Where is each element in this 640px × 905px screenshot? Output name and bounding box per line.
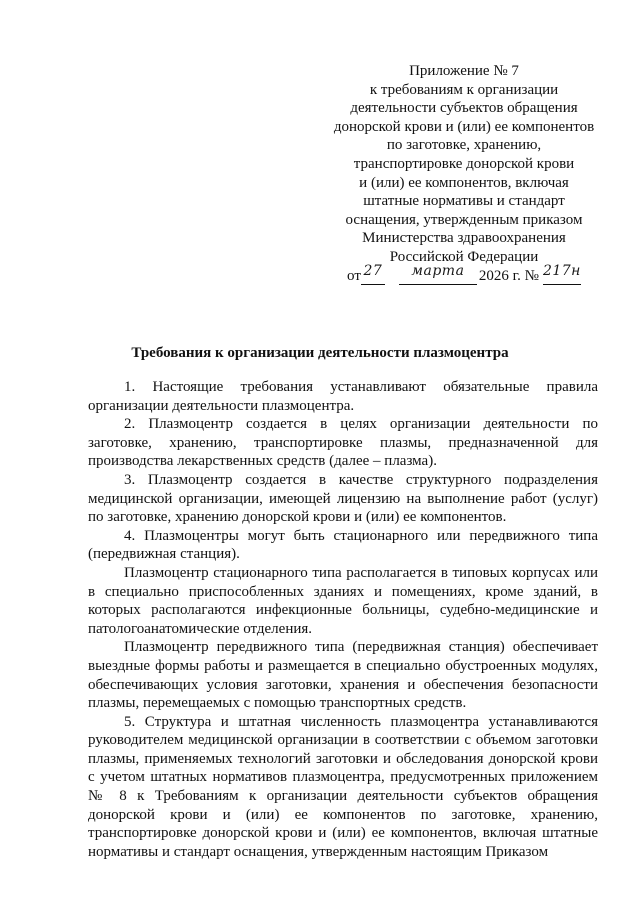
paragraph: 5. Структура и штатная численность плазмоцентра устанавливаются руководителем медицинской организации в соответствии с объемом заготовки плазмы, применяемых технологий заготовки и обследования донорской крови с учетом штатных нормативов плазмоцентра, предусмотренных приложением № 8 к Требованиям к организации деятельности субъектов обращения донорской крови и (или) ее компонентов по заготовке, хранению, транспортировке донорской крови и (или) ее компонентов, включая штатные нормативы и стандарт оснащения, утвержденным настоящим Приказом <box>88 713 598 860</box>
order-date-line <box>318 262 610 286</box>
date-prefix: от <box>347 267 361 284</box>
appendix-line: по заготовке, хранению, <box>386 137 542 154</box>
document-body <box>88 378 598 861</box>
document-title: Требования к организации деятельности плазмоцентра <box>131 345 509 361</box>
paragraph: 4. Плазмоцентры могут быть стационарного или передвижного типа (передвижная станция). <box>88 527 598 563</box>
appendix-line: Приложение № 7 <box>409 63 519 79</box>
paragraph: 3. Плазмоцентр создается в качестве структурного подразделения медицинской организации, имеющей лицензию на выполнение работ (услуг) по заготовке, хранению донорской крови и (или) ее компонентов. <box>88 471 598 526</box>
appendix-line: штатные нормативы и стандарт <box>363 193 565 210</box>
handwritten-order-number: 217н <box>543 268 581 285</box>
appendix-line: к требованиям к организации <box>369 81 559 98</box>
appendix-line: оснащения, утвержденным приказом <box>345 211 583 228</box>
appendix-line: Министерства здравоохранения <box>362 230 566 247</box>
appendix-line: Российской Федерации <box>389 248 539 265</box>
paragraph: Плазмоцентр стационарного типа располагается в типовых корпусах или в специально приспособленных зданиях и помещениях, кроме зданий, в которых располагаются инфекционные больницы, судебно-медицинские и патологоанатомические отделения. <box>88 564 598 637</box>
paragraph: 2. Плазмоцентр создается в целях организации деятельности по заготовке, хранению, транспортировке плазмы, предназначенной для производства лекарственных средств (далее – плазма). <box>88 416 598 470</box>
appendix-line: и (или) ее компонентов, включая <box>359 174 569 191</box>
paragraph: 1. Настоящие требования устанавливают обязательные правила организации деятельности плазмоцентра. <box>88 379 598 414</box>
handwritten-month: марта <box>399 268 477 285</box>
appendix-line: транспортировке донорской крови <box>353 155 575 172</box>
appendix-line: деятельности субъектов обращения <box>350 100 578 117</box>
handwritten-day: 27 <box>361 268 385 285</box>
date-year: 2026 г. № <box>478 267 539 284</box>
appendix-header <box>318 62 610 285</box>
paragraph: Плазмоцентр передвижного типа (передвижная станция) обеспечивает выездные формы работы и размещается в специально обустроенных модулях, обеспечивающих условия заготовки, хранения и обеспечения безопасности плазмы, перемещаемых с помощью транспортных средств. <box>88 639 598 712</box>
appendix-line: донорской крови и (или) ее компонентов <box>333 118 595 135</box>
